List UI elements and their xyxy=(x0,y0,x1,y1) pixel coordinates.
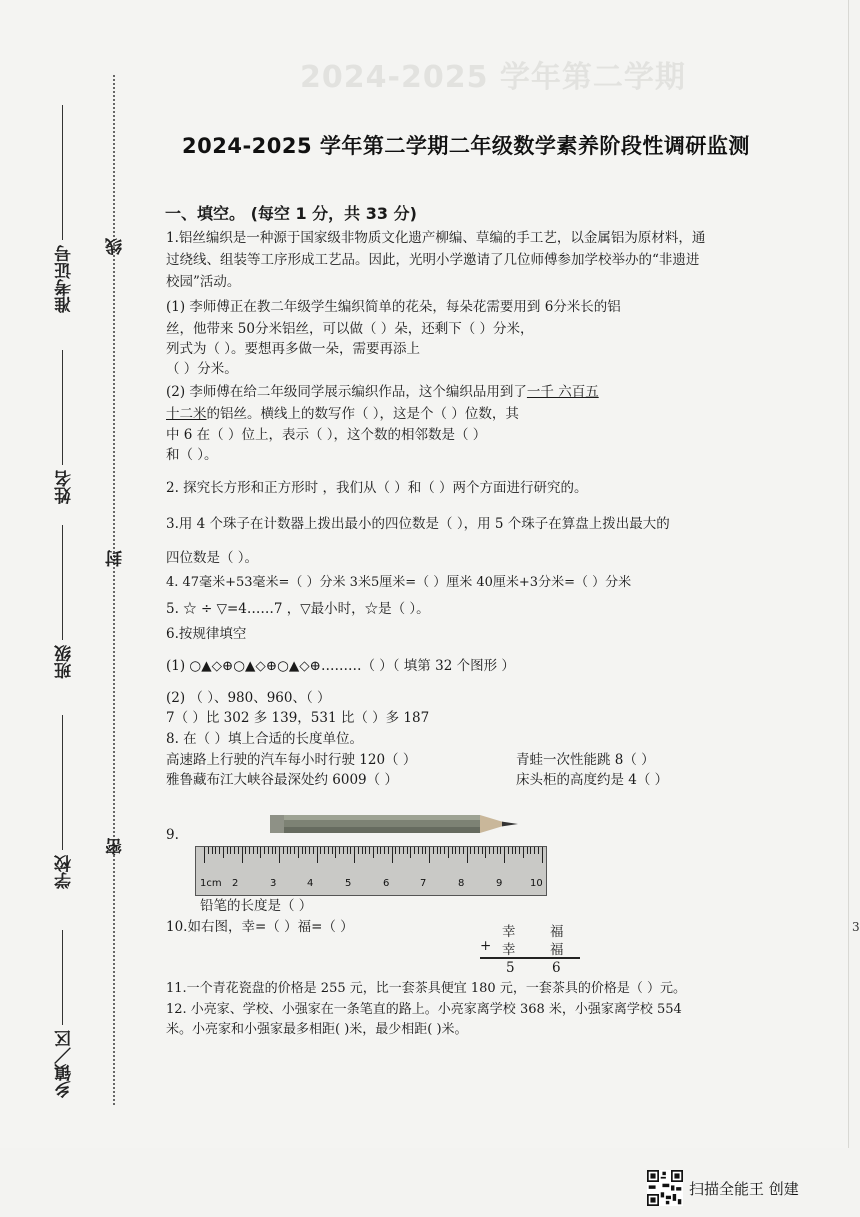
ruler-label-10: 10 xyxy=(530,878,543,889)
ruler-tick xyxy=(440,847,441,854)
ruler-tick xyxy=(444,847,445,854)
label-name: 姓名 xyxy=(55,470,75,504)
ruler-tick xyxy=(320,847,321,854)
side-page-number: 3 xyxy=(852,920,860,934)
ruler-tick xyxy=(260,847,261,858)
ruler-tick xyxy=(279,847,280,863)
ruler-tick xyxy=(272,847,273,854)
ruler-tick xyxy=(358,847,359,854)
ruler-tick xyxy=(373,847,374,858)
q3-line1: 3.用 4 个珠子在计数器上拨出最小的四位数是（ ），用 5 个珠子在算盘上拨出最大的 xyxy=(166,516,670,532)
q1-part1-line3: 列式为（ ）。要想再多做一朵，需要再添上 xyxy=(166,341,421,357)
ruler-tick xyxy=(459,847,460,854)
ruler-tick xyxy=(504,847,505,863)
ruler-tick xyxy=(238,847,239,854)
q10-plus-sign: + xyxy=(480,938,492,954)
ruler-label-9: 9 xyxy=(496,878,503,889)
ruler-tick xyxy=(283,847,284,854)
ruler-tick xyxy=(257,847,258,854)
ruler-label-2: 2 xyxy=(232,878,239,889)
q10: 10.如右图，幸=（ ）福=（ ） xyxy=(166,919,354,935)
ruler-tick xyxy=(223,847,224,858)
q10-row2-fu: 福 xyxy=(550,942,564,958)
ruler-tick xyxy=(429,847,430,863)
ruler-tick xyxy=(249,847,250,854)
ruler-tick xyxy=(365,847,366,854)
ruler-tick xyxy=(410,847,411,858)
q1-part2-line1 xyxy=(166,383,599,402)
q10-result-5: 5 xyxy=(506,960,515,976)
ruler-tick xyxy=(309,847,310,854)
q6-part2: (2) （ ）、980、960、（ ） xyxy=(166,690,331,706)
ruler-tick xyxy=(482,847,483,854)
ruler-tick xyxy=(414,847,415,854)
q8-frog: 青蛙一次性能跳 8（ ） xyxy=(516,752,655,768)
ruler-tick xyxy=(294,847,295,854)
ruler-tick xyxy=(305,847,306,854)
ruler-tick xyxy=(455,847,456,854)
ruler-tick xyxy=(275,847,276,854)
label-exam-number: 准考证号 xyxy=(55,245,75,313)
ruler-tick xyxy=(204,847,205,863)
exam-number-blank xyxy=(62,105,63,240)
ruler-tick xyxy=(418,847,419,854)
label-class: 班级 xyxy=(55,645,75,679)
ruler-tick xyxy=(534,847,535,854)
ruler-tick xyxy=(395,847,396,854)
ruler-tick xyxy=(388,847,389,854)
ruler-tick xyxy=(478,847,479,854)
ruler-tick xyxy=(448,847,449,858)
q9-pencil-length: 铅笔的长度是（ ） xyxy=(200,898,313,914)
ruler-tick xyxy=(530,847,531,854)
ruler-tick xyxy=(377,847,378,854)
ruler-tick xyxy=(332,847,333,854)
ruler-tick xyxy=(463,847,464,854)
ruler-tick xyxy=(208,847,209,854)
ruler-tick xyxy=(253,847,254,854)
ruler-tick xyxy=(512,847,513,854)
ruler-tick xyxy=(508,847,509,854)
ruler-tick xyxy=(380,847,381,854)
q5: 5. ☆ ÷ ▽=4……7 ，▽最小时，☆是（ ）。 xyxy=(166,601,430,617)
ruler-tick xyxy=(493,847,494,854)
ruler-tick xyxy=(245,847,246,854)
ruler-tick xyxy=(399,847,400,854)
q1-intro-line1: 1.铝丝编织是一种源于国家级非物质文化遗产柳编、草编的手工艺，以金属铝为原材料，通 xyxy=(166,230,706,246)
qr-code-icon xyxy=(647,1170,683,1206)
ruler-label-1cm: 1cm xyxy=(200,878,222,889)
ruler-tick xyxy=(422,847,423,854)
ruler-tick xyxy=(317,847,318,863)
ruler-tick xyxy=(347,847,348,854)
ruler-tick xyxy=(538,847,539,854)
pencil-image xyxy=(270,812,520,836)
class-blank xyxy=(62,525,63,640)
ruler-tick xyxy=(425,847,426,854)
district-blank xyxy=(62,930,63,1025)
q1-part2-text2: 的铝丝。横线上的数写作（ ），这是个（ ）位数，其 xyxy=(206,406,519,422)
ruler-label-8: 8 xyxy=(458,878,465,889)
ruler-tick xyxy=(519,847,520,854)
ruler-tick xyxy=(268,847,269,854)
binding-dotted-line xyxy=(113,75,115,1105)
ruler-tick xyxy=(392,847,393,863)
ruler-tick xyxy=(335,847,336,858)
q1-part2-underlined-number: 一千 六百五 xyxy=(526,384,599,400)
label-school: 学校 xyxy=(55,855,75,889)
q3-line2: 四位数是（ ）。 xyxy=(166,550,259,566)
scanner-watermark xyxy=(647,1168,799,1208)
label-district: 乡镇／区 xyxy=(55,1030,75,1098)
ruler-tick xyxy=(515,847,516,854)
q1-intro-line3: 校园”活动。 xyxy=(166,274,241,290)
ruler-label-7: 7 xyxy=(420,878,427,889)
ruler-tick xyxy=(437,847,438,854)
ruler-tick xyxy=(242,847,243,863)
ruler-tick xyxy=(298,847,299,858)
q10-sum-line xyxy=(480,957,580,959)
ruler-tick xyxy=(362,847,363,854)
ruler-tick xyxy=(287,847,288,854)
ruler-tick xyxy=(489,847,490,854)
ruler-tick xyxy=(227,847,228,854)
section-heading-fill-blank: 一、填空。 (每空 1 分，共 33 分) xyxy=(165,204,417,223)
ruler-image xyxy=(195,846,547,896)
ruler-tick xyxy=(500,847,501,854)
ruler-tick xyxy=(302,847,303,854)
ruler-tick xyxy=(234,847,235,854)
ruler-tick xyxy=(313,847,314,854)
q6-part1: (1) ○▲◇⊕○▲◇⊕○▲◇⊕………（ ）（ 填第 32 个图形 ） xyxy=(166,658,515,674)
ruler-tick xyxy=(467,847,468,863)
ruler-label-4: 4 xyxy=(307,878,314,889)
ruler-tick xyxy=(230,847,231,854)
q10-row1-xing: 幸 xyxy=(502,924,516,940)
q2: 2. 探究长方形和正方形时 ，我们从（ ）和（ ）两个方面进行研究的。 xyxy=(166,480,588,496)
school-blank xyxy=(62,715,63,850)
ruler-tick xyxy=(470,847,471,854)
q1-part1-line1: (1) 李师傅正在教二年级学生编织简单的花朵，每朵花需要用到 6分米长的铝 xyxy=(166,299,621,315)
q10-row2-xing: 幸 xyxy=(502,942,516,958)
q1-intro-line2: 过绕线、组装等工序形成工艺品。因此，光明小学邀请了几位师傅参加学校举办的“非遗进 xyxy=(166,252,700,268)
q1-part1-line2: 丝，他带来 50分米铝丝，可以做（ ）朵，还剩下（ ）分米， xyxy=(166,321,534,337)
q1-part2-line4: 和（ ）。 xyxy=(166,447,218,463)
ruler-tick xyxy=(264,847,265,854)
q1-part2-underlined-number-end: 十二米 xyxy=(166,406,207,422)
q8-highway: 高速路上行驶的汽车每小时行驶 120（ ） xyxy=(166,752,417,768)
ruler-tick xyxy=(328,847,329,854)
q10-row1-fu: 福 xyxy=(550,924,564,940)
q8-nightstand: 床头柜的高度约是 4（ ） xyxy=(516,772,669,788)
ruler-tick xyxy=(523,847,524,858)
ruler-tick xyxy=(324,847,325,854)
q4: 4. 47毫米+53毫米=（ ）分米 3米5厘米=（ ）厘米 40厘米+3分米=（ ）分米 xyxy=(166,575,632,590)
ruler-tick xyxy=(369,847,370,854)
ruler-tick xyxy=(215,847,216,854)
ruler-label-6: 6 xyxy=(383,878,390,889)
ruler-tick xyxy=(474,847,475,854)
ruler-tick xyxy=(219,847,220,854)
q10-addition-vertical xyxy=(480,920,585,976)
q1-part2-text: (2) 李师傅在给二年级同学展示编织作品，这个编织品用到了 xyxy=(166,384,527,400)
seal-mark-line: 线 xyxy=(106,238,126,255)
ruler-tick xyxy=(350,847,351,854)
q1-part2-line2 xyxy=(166,405,519,424)
exam-title: 2024-2025 学年第二学期二年级数学素养阶段性调研监测 xyxy=(182,134,750,158)
ruler-tick xyxy=(485,847,486,858)
q1-part1-line4: （ ）分米。 xyxy=(166,361,238,377)
q12-line2: 米。小亮家和小强家最多相距( )米，最少相距( )米。 xyxy=(166,1022,468,1037)
ruler-tick xyxy=(339,847,340,854)
ruler-tick xyxy=(403,847,404,854)
ruler-tick xyxy=(542,847,543,863)
ruler-tick xyxy=(433,847,434,854)
q9-number: 9. xyxy=(166,827,179,843)
ruler-tick xyxy=(527,847,528,854)
q12-line1: 12. 小亮家、学校、小强家在一条笔直的路上。小亮家离学校 368 米，小强家离学校 554 xyxy=(166,1002,682,1017)
q6: 6.按规律填空 xyxy=(166,626,247,642)
seal-mark-seal: 封 xyxy=(106,550,126,567)
q8-canyon: 雅鲁藏布江大峡谷最深处约 6009（ ） xyxy=(166,772,398,788)
q7: 7（ ）比 302 多 139，531 比（ ）多 187 xyxy=(166,710,430,726)
ruler-label-5: 5 xyxy=(345,878,352,889)
seal-mark-secret: 密 xyxy=(106,838,126,855)
ruler-tick xyxy=(343,847,344,854)
ruler-tick xyxy=(497,847,498,854)
ruler-tick xyxy=(384,847,385,854)
ruler-tick xyxy=(407,847,408,854)
scanner-watermark-text: 扫描全能王 创建 xyxy=(689,1179,799,1198)
bleed-through-header: 2024-2025 学年第二学期 xyxy=(300,60,686,95)
q1-part2-line3: 中 6 在（ ）位上，表示（ ），这个数的相邻数是（ ） xyxy=(166,427,487,443)
ruler-tick xyxy=(290,847,291,854)
ruler-label-3: 3 xyxy=(270,878,277,889)
ruler-tick xyxy=(354,847,355,863)
name-blank xyxy=(62,350,63,465)
ruler-tick xyxy=(212,847,213,854)
q10-result-6: 6 xyxy=(552,960,561,976)
q8: 8. 在（ ）填上合适的长度单位。 xyxy=(166,731,363,747)
q11: 11.一个青花瓷盘的价格是 255 元，比一套茶具便宜 180 元，一套茶具的价格是（ ）元。 xyxy=(166,981,686,996)
ruler-tick xyxy=(452,847,453,854)
